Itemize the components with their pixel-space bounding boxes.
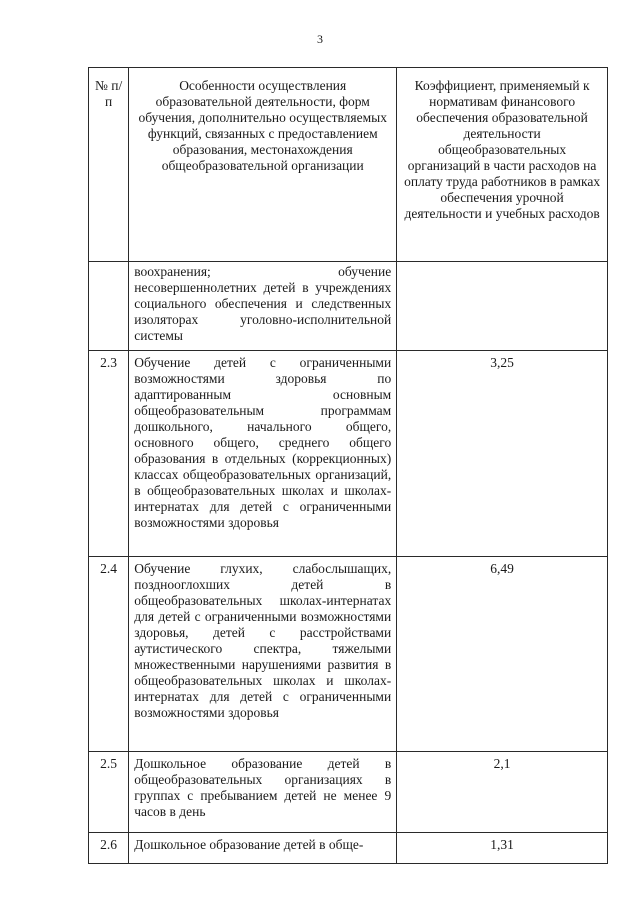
row-coefficient: 3,25 <box>397 351 608 557</box>
coefficient-table <box>88 67 608 864</box>
row-number <box>89 262 129 351</box>
row-number: 2.5 <box>89 752 129 833</box>
row-coefficient: 6,49 <box>397 557 608 752</box>
row-description: Дошкольное образование детей в общеобразовательных организациях в группах с пребыванием детей не менее 9 часов в день <box>129 752 397 833</box>
table-row <box>89 262 608 351</box>
table-row <box>89 833 608 864</box>
table-header-row <box>89 68 608 262</box>
row-number: 2.6 <box>89 833 129 864</box>
header-number: № п/п <box>89 68 129 262</box>
row-coefficient: 2,1 <box>397 752 608 833</box>
row-coefficient: 1,31 <box>397 833 608 864</box>
row-coefficient <box>397 262 608 351</box>
table-row <box>89 557 608 752</box>
row-number: 2.3 <box>89 351 129 557</box>
table-row <box>89 752 608 833</box>
row-description: Дошкольное образование детей в обще- <box>129 833 397 864</box>
page-number: 3 <box>317 32 323 46</box>
row-description: Обучение глухих, слабослышащих, позднооглохших детей в общеобразовательных школах-интернатах для детей с ограниченными возможностями здоровья, детей с расстройствами аутистического спектра, тяжелыми множественными нарушениями развития в общеобразовательных школах и школах-интернатах для детей с ограниченными возможностями здоровья <box>129 557 397 752</box>
table-row <box>89 351 608 557</box>
header-coefficient: Коэффициент, применяемый к нормативам финансового обеспечения образовательной деятельности общеобразовательных организаций в части расходов на оплату труда работников в рамках обеспечения урочной деятельности и учебных расходов <box>397 68 608 262</box>
header-features: Особенности осуществления образовательной деятельности, форм обучения, дополнительно осуществляемых функций, связанных с предоставлением образования, местонахождения общеобразовательной организации <box>129 68 397 262</box>
row-description: Обучение детей с ограниченными возможностями здоровья по адаптированным основным общеобразовательным программам дошкольного, начального общего, основного общего, среднего общего образования в отдельных (коррекционных) классах общеобразовательных организаций, в общеобразовательных школах и школах-интернатах для детей с ограниченными возможностями здоровья <box>129 351 397 557</box>
row-description: воохранения; обучение несовершеннолетних детей в учреждениях социального обеспечения и следственных изоляторах уголовно-исполнительной системы <box>129 262 397 351</box>
row-number: 2.4 <box>89 557 129 752</box>
